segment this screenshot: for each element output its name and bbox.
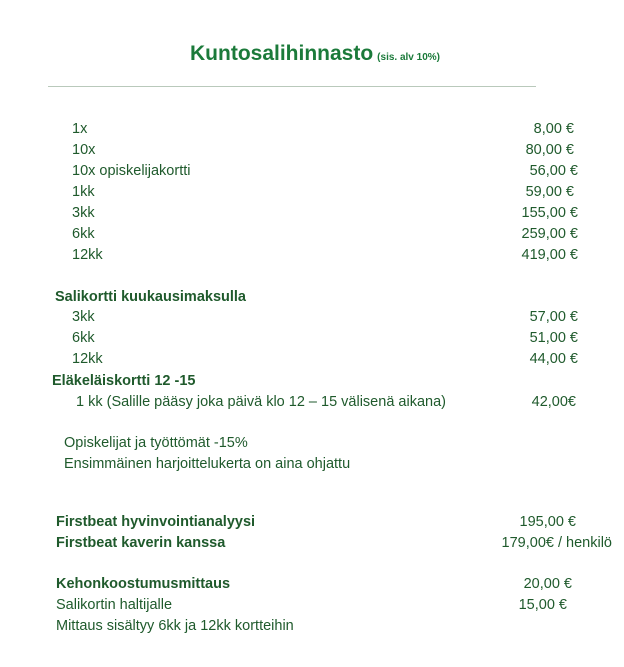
salikortti-value-3kk: 57,00 € — [529, 309, 578, 325]
price-label-3kk: 3kk — [72, 205, 95, 221]
salikortti-label-12kk: 12kk — [72, 351, 103, 367]
page-title — [190, 42, 440, 66]
price-label-1x: 1x — [72, 121, 88, 137]
price-label-10x-student: 10x opiskelijakortti — [72, 163, 191, 179]
price-label-12kk: 12kk — [72, 247, 103, 263]
title-vat-note: (sis. alv 10%) — [377, 52, 440, 63]
firstbeat-friend-label: Firstbeat kaverin kanssa — [56, 535, 226, 551]
title-text: Kuntosalihinnasto — [190, 42, 374, 65]
price-value-1kk: 59,00 € — [525, 184, 574, 200]
price-value-12kk: 419,00 € — [521, 247, 578, 263]
price-value-10x: 80,00 € — [525, 142, 574, 158]
firstbeat-friend-value: 179,00€ / henkilö — [501, 535, 612, 551]
price-label-1kk: 1kk — [72, 184, 95, 200]
guided-session-note: Ensimmäinen harjoittelukerta on aina ohjattu — [64, 456, 351, 472]
price-value-6kk: 259,00 € — [521, 226, 578, 242]
salikortti-value-6kk: 51,00 € — [529, 330, 578, 346]
price-label-10x: 10x — [72, 142, 96, 158]
salikortti-heading: Salikortti kuukausimaksulla — [55, 289, 246, 305]
elakelaiskortti-heading: Eläkeläiskortti 12 -15 — [52, 373, 196, 389]
price-value-3kk: 155,00 € — [521, 205, 578, 221]
body-composition-holder-value: 15,00 € — [518, 597, 567, 613]
body-composition-value: 20,00 € — [523, 576, 572, 592]
elakelaiskortti-value: 42,00€ — [531, 394, 576, 410]
price-value-10x-student: 56,00 € — [529, 163, 578, 179]
body-composition-heading: Kehonkoostumusmittaus — [56, 576, 231, 592]
body-composition-holder-label: Salikortin haltijalle — [56, 597, 173, 613]
firstbeat-analysis-value: 195,00 € — [519, 514, 576, 530]
salikortti-label-6kk: 6kk — [72, 330, 95, 346]
body-composition-note: Mittaus sisältyy 6kk ja 12kk kortteihin — [56, 618, 294, 634]
price-label-6kk: 6kk — [72, 226, 95, 242]
firstbeat-analysis-label: Firstbeat hyvinvointianalyysi — [56, 514, 256, 530]
salikortti-value-12kk: 44,00 € — [529, 351, 578, 367]
elakelaiskortti-label: 1 kk (Salille pääsy joka päivä klo 12 – 15 välisenä aikana) — [76, 394, 446, 410]
discount-note: Opiskelijat ja työttömät -15% — [64, 435, 248, 451]
title-divider — [48, 86, 536, 87]
salikortti-label-3kk: 3kk — [72, 309, 95, 325]
price-value-1x: 8,00 € — [533, 121, 574, 137]
